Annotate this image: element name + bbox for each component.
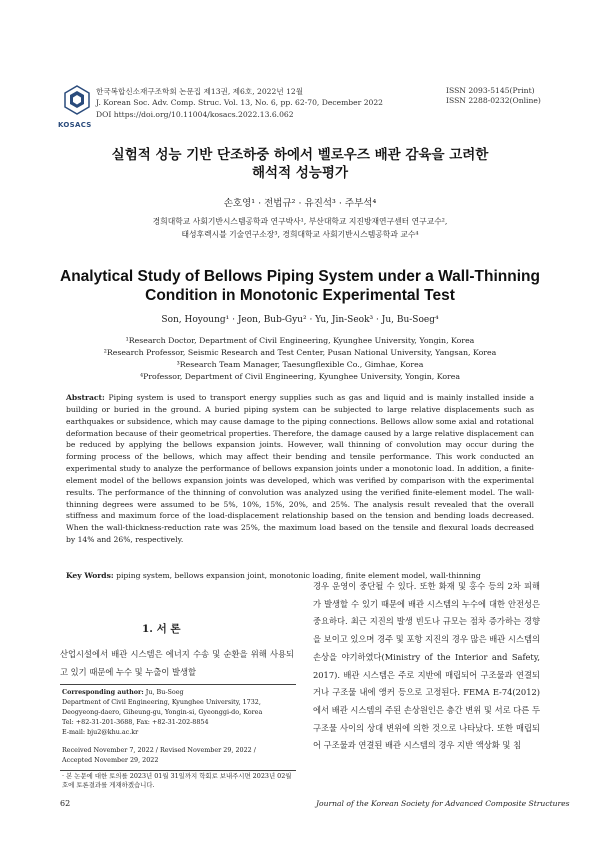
dates-line2: Accepted November 29, 2022 (62, 756, 159, 764)
page-number: 62 (60, 799, 71, 808)
english-affil-1: ¹Research Doctor, Department of Civil Engineering, Kyunghee University, Yongin, Korea (125, 336, 475, 345)
footer-journal: Journal of the Korean Society for Advanced Composite Structures (316, 799, 570, 808)
logo-text: KOSACS (58, 121, 92, 129)
english-title-line2: Condition in Monotonic Experimental Test (145, 287, 455, 304)
korean-authors: 손호영¹ · 전법규² · 유진석³ · 주부석⁴ (223, 198, 377, 209)
corr-line-2: Deogyeong-daero, Giheung-gu, Yongin-si, Gyeonggi-do, Korea (62, 708, 263, 716)
section-heading-intro: 1. 서 론 (142, 623, 181, 635)
korean-title-line1: 실험적 성능 기반 단조하중 하에서 벨로우즈 배관 감육을 고려한 (111, 147, 489, 163)
corresponding-author (62, 687, 294, 698)
english-affil-3: ³Research Team Manager, Taesungflexible Co., Gimhae, Korea (176, 360, 424, 369)
corr-label: Corresponding author: (62, 688, 144, 696)
korean-title-line2: 해석적 성능평가 (252, 165, 348, 181)
kosacs-logo-icon (62, 84, 92, 120)
keywords-text: piping system, bellows expansion joint, monotonic loading, finite element model, wall-thinning (116, 571, 481, 580)
corr-email[interactable]: E-mail: bju2@khu.ac.kr (62, 728, 139, 736)
keywords-label: Key Words: (66, 571, 114, 580)
corr-name: Ju, Bu-Soeg (145, 688, 184, 696)
abstract-text: Piping system is used to transport energy supplies such as gas and liquid and is mainly installed inside a building or buried in the ground. A buried piping system can be subjected to large relative displacements such as earthquakes or subsidence, which may cause damage to the piping connections. Bellows allow some axial and rotational deformation because of their geometrical properties. Therefore, the damage caused by a large relative displacement can be reduced by applying the bellows expansion joints. However, wall thinning of convolution may occur during the forming process of the bellows, which may affect their bending and tensile performance. This work conducted an experimental study to analyze the performance of bellows expansion joints under a monotonic load. In addition, a finite-element model of the bellows expansion joints was developed, which was verified by comparison with the experimental results. The performance of the thinning of convolution was analyzed using the verified finite-element model. The wall-thinning degrees were assumed to be 5%, 10%, 15%, 20%, and 25%. The analysis result revealed that the overall stiffness and maximum force of the load‐displacement relationship based on the tension and bending loads decreased. When the wall-thickness-reduction rate was 25%, the maximum load based on the tensile and flexural loads decreased by 14% and 26%, respectively. (66, 393, 534, 545)
korean-affil-line2: 태성후렉시블 기술연구소장³, 경희대학교 사회기반시스템공학과 교수⁴ (181, 230, 419, 239)
journal-en: J. Korean Soc. Adv. Comp. Struc. Vol. 13, No. 6, pp. 62-70, December 2022 (96, 98, 384, 107)
english-authors: Son, Hoyoung¹ · Jeon, Bub-Gyu² · Yu, Jin-Seok³ · Ju, Bu-Soeg⁴ (161, 315, 439, 325)
issn-print: ISSN 2093-5145(Print) (446, 86, 535, 95)
discussion-note: · 본 논문에 대한 토의를 2023년 01월 31일까지 학회로 보내주시면 2023년 02월호에 토론결과를 게재하겠습니다. (62, 772, 292, 789)
korean-affil-line1: 경희대학교 사회기반시스템공학과 연구박사¹, 부산대학교 지진방재연구센터 연구교수², (152, 217, 448, 226)
english-affil-2: ²Research Professor, Seismic Research and Test Center, Pusan National University, Yangsan, Korea (103, 348, 497, 357)
dates-line1: Received November 7, 2022 / Revised November 29, 2022 / (62, 746, 256, 754)
corr-divider-top (60, 684, 296, 685)
body-left-text: 산업시설에서 배관 시스템은 에너지 수송 및 순환을 위해 사용되고 있기 때문에 누수 및 누출이 발생할 (60, 649, 294, 677)
doi-link[interactable]: DOI https://doi.org/10.11004/kosacs.2022.13.6.062 (96, 110, 294, 119)
abstract (66, 392, 534, 546)
body-right-text: 경우 운영이 중단될 수 있다. 또한 화재 및 홍수 등의 2차 피해가 발생할 수 있기 때문에 배관 시스템의 누수에 대한 안전성은 중요하다. 최근 지진의 발생 빈도나 규모는 점차 증가하는 경향을 보이고 있으며 경주 및 포항 지진의 경우 많은 배관 시스템의 손상을 야기하였다(Ministry of the Interior and Safety, 2017). 배관 시스템은 주로 지반에 매립되어 구조물과 연결되거나 구조물 내에 앵커 등으로 고정된다. FEMA E-74(2012)에서 배관 시스템의 주된 손상원인은 층간 변위 및 서로 다른 두 구조물 사이의 상대 변위에 의한 것으로 나타났다. 또한 매립되어 구조물과 연결된 배관 시스템의 경우 지반 액상화 및 침 (313, 581, 540, 751)
abstract-label: Abstract: (66, 393, 105, 402)
corr-line-1: Department of Civil Engineering, Kyunghee University, 1732, (62, 698, 261, 706)
issn-online: ISSN 2288-0232(Online) (446, 96, 541, 105)
english-affil-4: ⁴Professor, Department of Civil Engineering, Kyunghee University, Yongin, Korea (139, 372, 461, 381)
journal-ko: 한국복합신소재구조학회 논문집 제13권, 제6호, 2022년 12월 (96, 87, 304, 96)
english-title-line1: Analytical Study of Bellows Piping System under a Wall-Thinning (60, 268, 540, 285)
note-divider (60, 770, 296, 771)
corr-line-3: Tel: +82-31-201-3688, Fax: +82-31-202-8854 (62, 718, 209, 726)
